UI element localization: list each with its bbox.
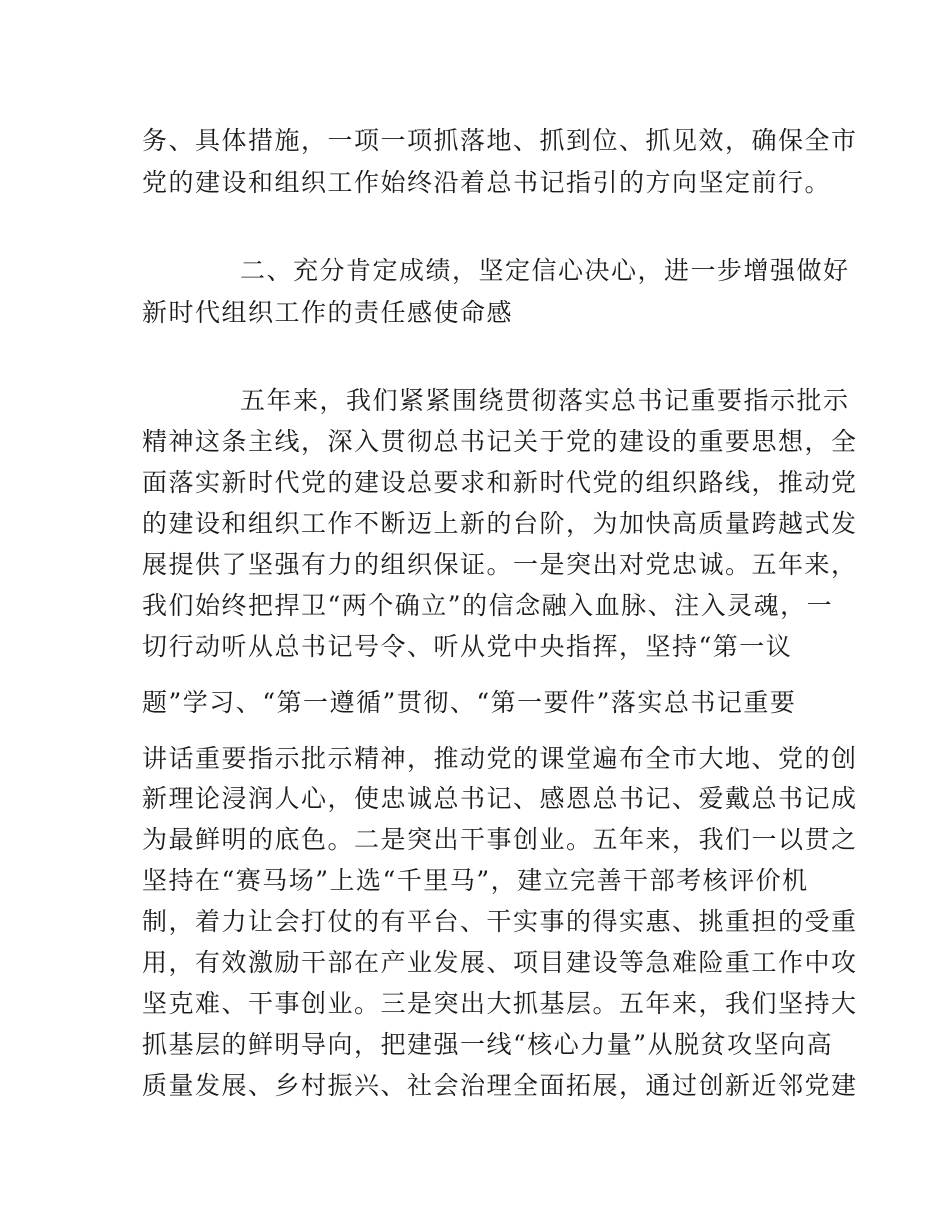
paragraph-line: 坚持在“赛马场”上选“千里马”，建立完善干部考核评价机 <box>142 866 809 895</box>
paragraph-line: 面落实新时代党的建设总要求和新时代党的组织路线，推动党 <box>142 468 858 497</box>
paragraph-line: 抓基层的鲜明导向，把建强一线“核心力量”从脱贫攻坚向高 <box>142 1030 834 1059</box>
paragraph-line: 用，有效激励干部在产业发展、项目建设等急难险重工作中攻 <box>142 948 858 977</box>
paragraph-line: 党的建设和组织工作始终沿着总书记指引的方向坚定前行。 <box>142 168 832 197</box>
paragraph-line: 务、具体措施，一项一项抓落地、抓到位、抓见效，确保全市 <box>142 126 858 155</box>
paragraph-line: 制，着力让会打仗的有平台、干实事的得实惠、挑重担的受重 <box>142 907 858 936</box>
section-heading: 二、充分肯定成绩，坚定信心决心，进一步增强做好 <box>240 256 850 285</box>
paragraph-line: 讲话重要指示批示精神，推动党的课堂遍布全市大地、党的创 <box>142 744 858 773</box>
paragraph-line: 五年来，我们紧紧围绕贯彻落实总书记重要指示批示 <box>240 386 850 415</box>
section-heading-continued: 新时代组织工作的责任感使命感 <box>142 298 514 327</box>
paragraph-line: 的建设和组织工作不断迈上新的台阶，为加快高质量跨越式发 <box>142 509 858 538</box>
paragraph-line: 质量发展、乡村振兴、社会治理全面拓展，通过创新近邻党建 <box>142 1071 858 1100</box>
paragraph-line: 坚克难、干事创业。三是突出大抓基层。五年来，我们坚持大 <box>142 989 858 1018</box>
paragraph-line: 题”学习、“第一遵循”贯彻、“第一要件”落实总书记重要 <box>142 688 797 717</box>
paragraph-line: 为最鲜明的底色。二是突出干事创业。五年来，我们一以贯之 <box>142 825 858 854</box>
paragraph-line: 新理论浸润人心，使忠诚总书记、感恩总书记、爱戴总书记成 <box>142 784 858 813</box>
paragraph-line: 我们始终把捍卫“两个确立”的信念融入血脉、注入灵魂，一 <box>142 591 834 620</box>
paragraph-line: 切行动听从总书记号令、听从党中央指挥，坚持“第一议 <box>142 632 793 661</box>
paragraph-line: 精神这条主线，深入贯彻总书记关于党的建设的重要思想，全 <box>142 427 858 456</box>
paragraph-line: 展提供了坚强有力的组织保证。一是突出对党忠诚。五年来， <box>142 550 858 579</box>
